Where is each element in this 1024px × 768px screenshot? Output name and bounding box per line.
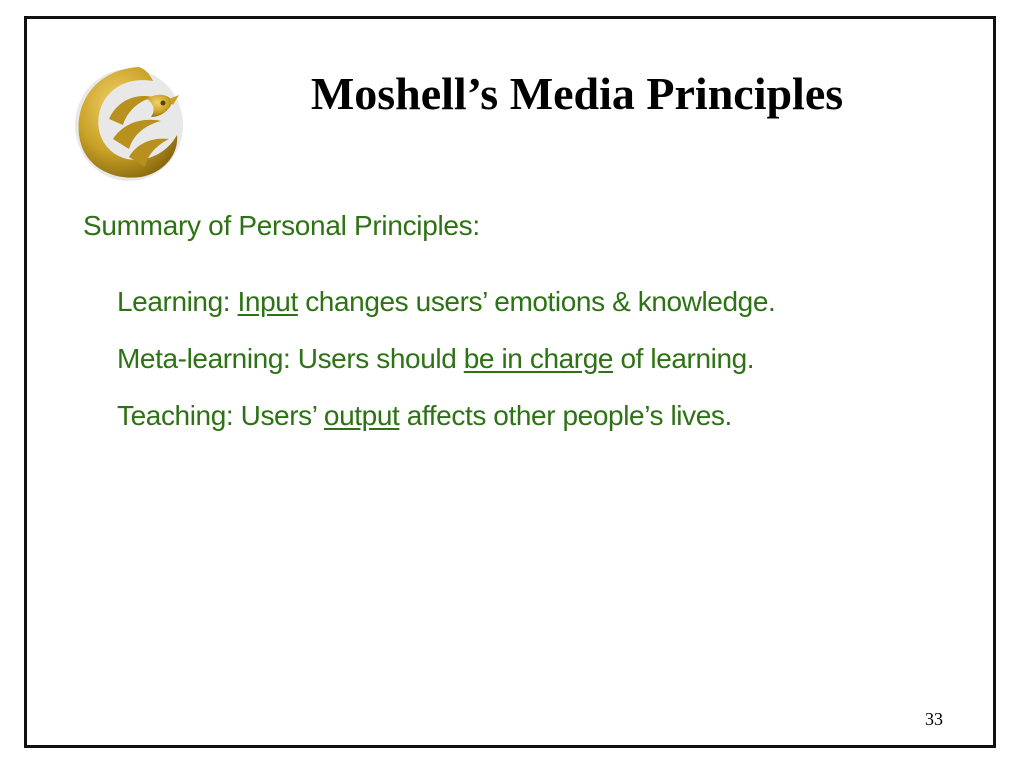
list-item-meta-learning [117,342,775,399]
bullet-emphasis: Input [237,286,298,317]
principles-list [117,285,775,456]
bullet-text: Teaching: Users’ [117,400,324,431]
bullet-text: Learning: [117,286,238,317]
list-item-learning [117,285,775,342]
pegasus-logo-icon [69,59,185,183]
page-number: 33 [925,709,943,729]
list-item-teaching [117,399,775,456]
bullet-text: affects other people’s lives. [399,400,732,431]
slide [24,16,996,748]
bullet-text: of learning. [613,343,755,374]
bullet-text: changes users’ emotions & knowledge. [297,286,776,317]
bullet-text: Meta-learning: Users should [117,343,464,374]
bullet-emphasis: output [323,400,400,431]
slide-subtitle: Summary of Personal Principles: [83,210,480,241]
slide-title: Moshell’s Media Principles [310,68,844,119]
bullet-emphasis: be in charge [463,343,614,374]
